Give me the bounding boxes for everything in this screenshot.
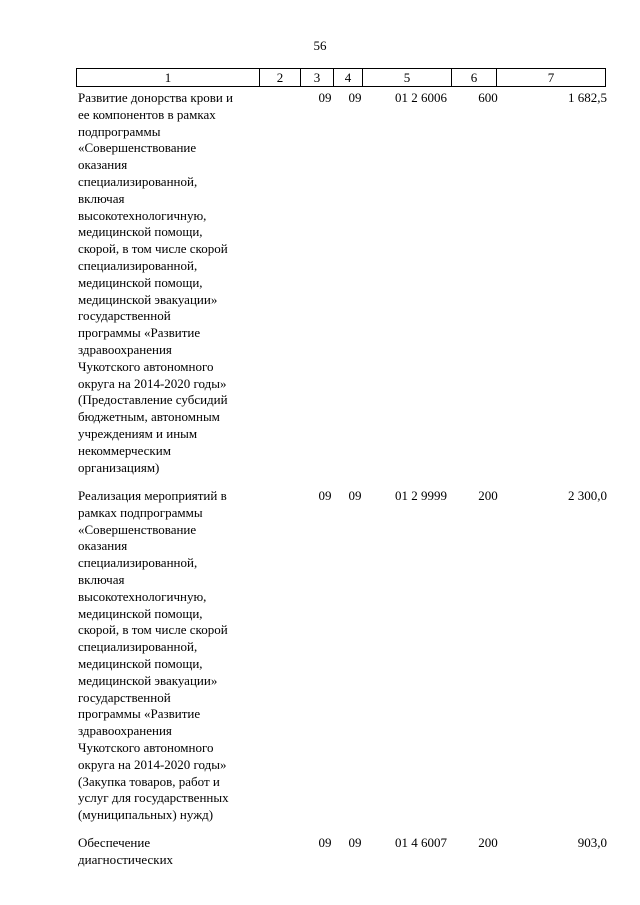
column-header-6: 6 — [452, 69, 497, 87]
column-header-2: 2 — [260, 69, 301, 87]
column-header-row — [77, 69, 606, 87]
row-section-code: 09 — [318, 90, 332, 105]
page-number: 56 — [313, 38, 327, 53]
row-target-article-code: 01 2 6006 — [395, 90, 447, 105]
row-subsection-code: 09 — [348, 488, 362, 503]
column-header-table — [76, 68, 606, 87]
column-header-4: 4 — [334, 69, 363, 87]
column-header-7: 7 — [497, 69, 606, 87]
row-description: Реализация мероприятий в рамках подпрограммы «Совершенствование оказания специализированной, включая высокотехнологичную, медицинской помощи, скорой, в том числе скорой специализированной, медицинской помощи, медицинской эвакуации» государственной программы «Развитие здравоохранения Чукотского автономного округа на 2014-2020 годы» (Закупка товаров, работ и услуг для государственных (муниципальных) нужд) — [78, 488, 229, 823]
row-expense-type-code: 200 — [478, 835, 498, 850]
row-amount: 903,0 — [577, 835, 607, 850]
column-header-1: 1 — [77, 69, 260, 87]
row-target-article-code: 01 4 6007 — [395, 835, 447, 850]
column-header-5: 5 — [363, 69, 452, 87]
row-description: Развитие донорства крови и ее компонентов в рамках подпрограммы «Совершенствование оказания специализированной, включая высокотехнологичную, медицинской помощи, скорой, в том числе скорой специализированной, медицинской помощи, медицинской эвакуации» государственной программы «Развитие здравоохранения Чукотского автономного округа на 2014-2020 годы» (Предоставление субсидий бюджетным, автономным учреждениям и иным некоммерческим организациям) — [78, 90, 234, 475]
row-subsection-code: 09 — [348, 835, 362, 850]
column-header-3: 3 — [301, 69, 334, 87]
row-expense-type-code: 200 — [478, 488, 498, 503]
row-section-code: 09 — [318, 488, 332, 503]
row-description: Обеспечение диагностических — [78, 835, 174, 867]
row-amount: 2 300,0 — [568, 488, 607, 503]
row-target-article-code: 01 2 9999 — [395, 488, 447, 503]
row-subsection-code: 09 — [348, 90, 362, 105]
row-amount: 1 682,5 — [568, 90, 607, 105]
row-section-code: 09 — [318, 835, 332, 850]
row-expense-type-code: 600 — [478, 90, 498, 105]
